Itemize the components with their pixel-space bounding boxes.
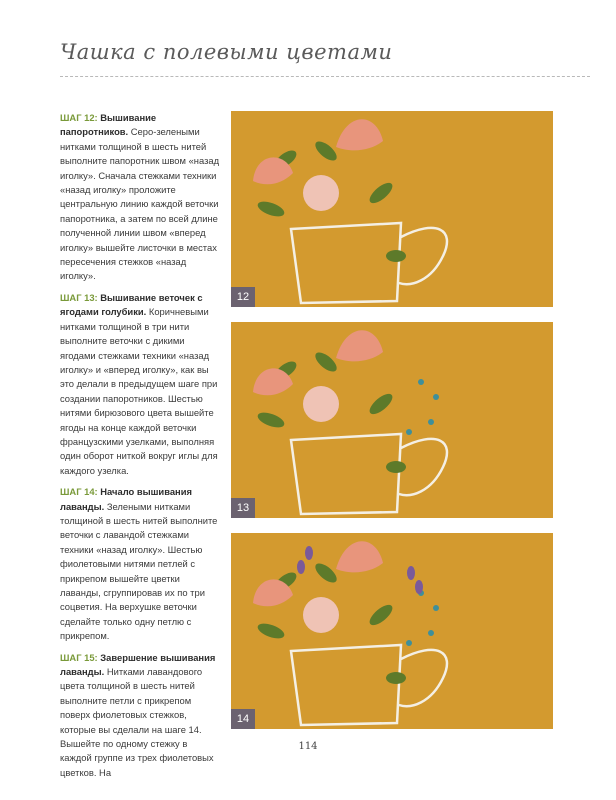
step-text: Зелеными нитками толщиной в шесть нитей выполните веточки с лавандой стежками техники «назад иголку». Шестью фиолетовыми нитями петлей с прикрепом вышейте цветки лаванды, сгруппировав их по три соцветия. На верхушке веточки сделайте только одну петлю с прикрепом. bbox=[60, 500, 218, 642]
step-label: ШАГ 12: bbox=[60, 112, 98, 123]
header-title: Чашка с полевыми цветами bbox=[60, 40, 393, 64]
step-15 bbox=[60, 651, 220, 781]
step-badge: 12 bbox=[231, 287, 255, 307]
step-heading: Вышивание папоротников. bbox=[60, 112, 157, 138]
step-heading: Завершение вышивания лаванды. bbox=[60, 651, 216, 678]
instructions-column bbox=[60, 111, 220, 787]
step-13 bbox=[60, 291, 220, 478]
embroidery-illustration bbox=[231, 533, 553, 729]
step-badge: 13 bbox=[231, 498, 255, 518]
embroidery-illustration bbox=[231, 111, 553, 307]
step-label: ШАГ 14: bbox=[60, 486, 98, 498]
embroidery-photo-step-14 bbox=[231, 533, 553, 729]
step-label: ШАГ 15: bbox=[60, 651, 98, 663]
embroidery-illustration bbox=[231, 322, 553, 518]
step-text: Серо-зелеными нитками толщиной в шесть нитей выполните папоротник швом «назад иголку». Сначала стежками техники «назад иголку» проложите центральную линию каждой веточки папоротника, а затем по всей длине полученной линии швом «вперед иголку» вышейте листочки в местах пересечения стежков «назад иголку». bbox=[60, 126, 220, 282]
header-divider bbox=[60, 76, 590, 77]
step-text: Коричневыми нитками толщиной в три нити выполните веточки с дикими ягодами стежками техники «назад иголку» и «вперед иголку», как вы это делали в предыдущем шаге при создании папоротников. Шестью нитями бирюзового цвета вышейте ягоды на конце каждой веточки французскими узелками, выполняя один оборот ниткой вокруг иглы для каждого узелка. bbox=[60, 306, 218, 476]
page-number: 114 bbox=[298, 741, 318, 752]
step-badge: 14 bbox=[231, 709, 255, 729]
step-14 bbox=[60, 485, 220, 643]
embroidery-photo-step-12 bbox=[231, 111, 553, 307]
step-text: Нитками лавандового цвета толщиной в шесть нитей выполните петли с прикрепом поверх фиолетовых стежков, которые вы сделали на шаге 14. Вышейте по одному стежку в каждой группе из трех фиолетовых цветков. На bbox=[60, 666, 214, 778]
embroidery-photo-step-13 bbox=[231, 322, 553, 518]
step-heading: Вышивание веточек с ягодами голубики. bbox=[60, 291, 203, 318]
step-12 bbox=[60, 111, 220, 284]
step-heading: Начало вышивания лаванды. bbox=[60, 486, 192, 512]
step-label: ШАГ 13: bbox=[60, 291, 98, 303]
